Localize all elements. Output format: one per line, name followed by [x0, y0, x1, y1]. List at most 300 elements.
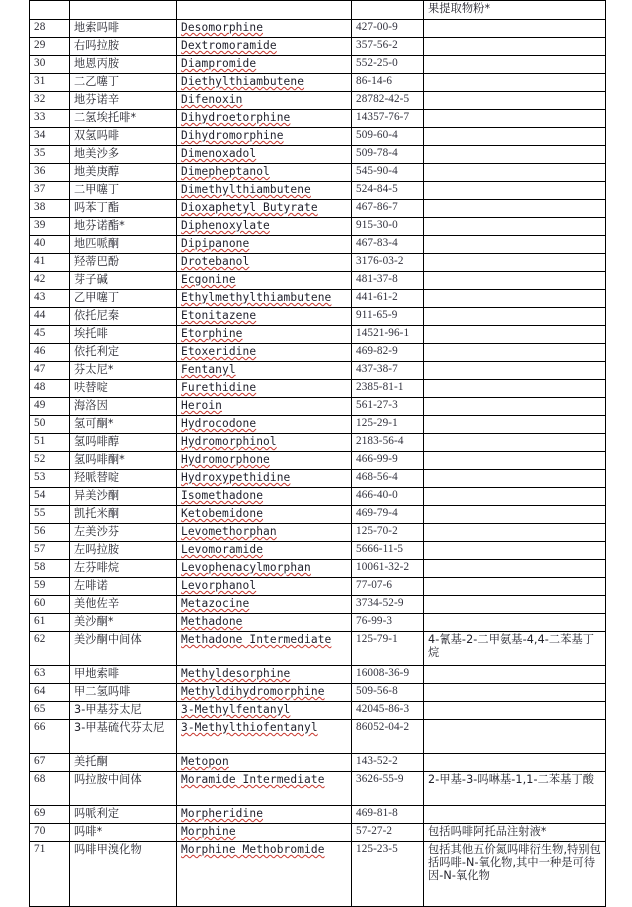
- spellcheck-underline: Metopon: [181, 755, 229, 768]
- cell-chinese-name: 美沙酮*: [70, 614, 177, 632]
- table-row: [30, 182, 606, 200]
- cell-remark: [424, 218, 606, 236]
- cell-english-name: [177, 308, 352, 326]
- cell-english-name: [177, 128, 352, 146]
- cell-english-name: [177, 806, 352, 824]
- cell-number: 59: [30, 578, 70, 596]
- cell-remark: [424, 614, 606, 632]
- cell-number: [30, 1, 70, 20]
- cell-number: 33: [30, 110, 70, 128]
- cell-cas-number: 125-79-1: [352, 632, 424, 666]
- spellcheck-underline: Methyldihydromorphine: [181, 685, 325, 698]
- spellcheck-underline: Methadone Intermediate: [181, 633, 332, 646]
- table-row: [30, 398, 606, 416]
- cell-cas-number: 3734-52-9: [352, 596, 424, 614]
- spellcheck-underline: Morphine: [181, 825, 236, 838]
- spellcheck-underline: Diampromide: [181, 57, 257, 70]
- narcotic-drugs-table: [29, 0, 606, 907]
- cell-remark: 2-甲基-3-吗啉基-1,1-二苯基丁酸: [424, 772, 606, 806]
- cell-remark: [424, 452, 606, 470]
- spellcheck-underline: Dextromoramide: [181, 39, 277, 52]
- table-row: [30, 632, 606, 666]
- cell-number: 30: [30, 56, 70, 74]
- cell-english-name: [177, 362, 352, 380]
- cell-cas-number: 57-27-2: [352, 824, 424, 842]
- table-row: [30, 380, 606, 398]
- cell-chinese-name: 氢吗啡醇: [70, 434, 177, 452]
- cell-cas-number: 3626-55-9: [352, 772, 424, 806]
- table-row: [30, 434, 606, 452]
- cell-number: 34: [30, 128, 70, 146]
- cell-cas-number: 467-86-7: [352, 200, 424, 218]
- table-row: [30, 254, 606, 272]
- table-row: [30, 666, 606, 684]
- cell-chinese-name: 地索吗啡: [70, 20, 177, 38]
- table-row: [30, 542, 606, 560]
- table-body: [30, 1, 606, 907]
- cell-english-name: [177, 398, 352, 416]
- spellcheck-underline: Hydromorphinol: [181, 435, 277, 448]
- cell-remark: [424, 110, 606, 128]
- cell-number: 42: [30, 272, 70, 290]
- table-row: [30, 164, 606, 182]
- cell-english-name: [177, 56, 352, 74]
- spellcheck-underline: Levophenacylmorphan: [181, 561, 311, 574]
- cell-chinese-name: 吗啡甲溴化物: [70, 842, 177, 907]
- cell-cas-number: 16008-36-9: [352, 666, 424, 684]
- cell-remark: [424, 506, 606, 524]
- cell-cas-number: 86052-04-2: [352, 720, 424, 754]
- cell-number: 57: [30, 542, 70, 560]
- cell-number: 54: [30, 488, 70, 506]
- table-row: [30, 326, 606, 344]
- cell-english-name: [177, 842, 352, 907]
- cell-cas-number: 467-83-4: [352, 236, 424, 254]
- cell-english-name: [177, 720, 352, 754]
- table-row: [30, 488, 606, 506]
- cell-english-name: [177, 272, 352, 290]
- table-row: [30, 578, 606, 596]
- cell-cas-number: 357-56-2: [352, 38, 424, 56]
- table-row: [30, 824, 606, 842]
- cell-chinese-name: 异美沙酮: [70, 488, 177, 506]
- table-row: [30, 806, 606, 824]
- cell-english-name: [177, 164, 352, 182]
- spellcheck-underline: Ketobemidone: [181, 507, 264, 520]
- cell-english-name: [177, 236, 352, 254]
- spellcheck-underline: Dimepheptanol: [181, 165, 270, 178]
- cell-number: 39: [30, 218, 70, 236]
- spellcheck-underline: Drotebanol: [181, 255, 250, 268]
- cell-remark: [424, 434, 606, 452]
- cell-number: 53: [30, 470, 70, 488]
- cell-english-name: [177, 110, 352, 128]
- cell-cas-number: 524-84-5: [352, 182, 424, 200]
- spellcheck-underline: Furethidine: [181, 381, 257, 394]
- table-row: [30, 452, 606, 470]
- cell-english-name: [177, 200, 352, 218]
- cell-chinese-name: 乙甲噻丁: [70, 290, 177, 308]
- cell-cas-number: 469-81-8: [352, 806, 424, 824]
- spellcheck-underline: Diphenoxylate: [181, 219, 270, 232]
- cell-remark: [424, 200, 606, 218]
- spellcheck-underline: Ecgonine: [181, 273, 236, 286]
- spellcheck-underline: Methyldesorphine: [181, 667, 291, 680]
- cell-chinese-name: 地芬诺辛: [70, 92, 177, 110]
- cell-english-name: [177, 344, 352, 362]
- cell-cas-number: 481-37-8: [352, 272, 424, 290]
- cell-number: 31: [30, 74, 70, 92]
- table-row: [30, 720, 606, 754]
- cell-remark: [424, 344, 606, 362]
- cell-english-name: [177, 182, 352, 200]
- cell-chinese-name: 地匹哌酮: [70, 236, 177, 254]
- cell-chinese-name: 芽子碱: [70, 272, 177, 290]
- table-row: [30, 596, 606, 614]
- table-row: [30, 308, 606, 326]
- table-row: [30, 290, 606, 308]
- cell-remark: [424, 720, 606, 754]
- cell-number: 69: [30, 806, 70, 824]
- cell-remark: [424, 74, 606, 92]
- cell-english-name: [177, 754, 352, 772]
- cell-number: 45: [30, 326, 70, 344]
- spellcheck-underline: Metazocine: [181, 597, 250, 610]
- cell-number: 60: [30, 596, 70, 614]
- cell-cas-number: 545-90-4: [352, 164, 424, 182]
- cell-cas-number: 28782-42-5: [352, 92, 424, 110]
- cell-cas-number: 427-00-9: [352, 20, 424, 38]
- cell-english-name: [177, 506, 352, 524]
- cell-chinese-name: 左啡诺: [70, 578, 177, 596]
- cell-number: 56: [30, 524, 70, 542]
- table-row: [30, 614, 606, 632]
- spellcheck-underline: 3-Methylfentanyl: [181, 703, 291, 716]
- cell-cas-number: 3176-03-2: [352, 254, 424, 272]
- cell-chinese-name: 海洛因: [70, 398, 177, 416]
- cell-english-name: [177, 666, 352, 684]
- table-row: [30, 146, 606, 164]
- cell-number: 58: [30, 560, 70, 578]
- cell-cas-number: 911-65-9: [352, 308, 424, 326]
- cell-remark: [424, 524, 606, 542]
- cell-remark: 包括吗啡阿托品注射液*: [424, 824, 606, 842]
- cell-chinese-name: 吗哌利定: [70, 806, 177, 824]
- cell-remark: [424, 326, 606, 344]
- cell-chinese-name: 凯托米酮: [70, 506, 177, 524]
- cell-cas-number: 561-27-3: [352, 398, 424, 416]
- cell-english-name: [177, 146, 352, 164]
- spellcheck-underline: Hydroxypethidine: [181, 471, 291, 484]
- cell-english-name: [177, 524, 352, 542]
- cell-number: 28: [30, 20, 70, 38]
- cell-english-name: [177, 560, 352, 578]
- cell-remark: [424, 596, 606, 614]
- spellcheck-underline: Heroin: [181, 399, 223, 412]
- cell-chinese-name: 右吗拉胺: [70, 38, 177, 56]
- cell-chinese-name: 左吗拉胺: [70, 542, 177, 560]
- table-row: [30, 842, 606, 907]
- cell-chinese-name: 美他佐辛: [70, 596, 177, 614]
- table-row: [30, 470, 606, 488]
- spellcheck-underline: Levomoramide: [181, 543, 264, 556]
- cell-cas-number: 14357-76-7: [352, 110, 424, 128]
- cell-english-name: [177, 254, 352, 272]
- cell-cas-number: 552-25-0: [352, 56, 424, 74]
- cell-english-name: [177, 74, 352, 92]
- table-row: [30, 560, 606, 578]
- cell-english-name: [177, 702, 352, 720]
- table-row: [30, 272, 606, 290]
- table-row: [30, 20, 606, 38]
- table-row: [30, 110, 606, 128]
- cell-chinese-name: 呋替啶: [70, 380, 177, 398]
- cell-remark: [424, 290, 606, 308]
- table-row: [30, 416, 606, 434]
- cell-english-name: [177, 92, 352, 110]
- table-row: [30, 236, 606, 254]
- cell-number: 43: [30, 290, 70, 308]
- cell-chinese-name: [70, 1, 177, 20]
- cell-chinese-name: 依托利定: [70, 344, 177, 362]
- cell-chinese-name: 地美庚醇: [70, 164, 177, 182]
- cell-number: 37: [30, 182, 70, 200]
- cell-number: 48: [30, 380, 70, 398]
- cell-chinese-name: 依托尼秦: [70, 308, 177, 326]
- cell-cas-number: 125-23-5: [352, 842, 424, 907]
- cell-chinese-name: 二氢埃托啡*: [70, 110, 177, 128]
- spellcheck-underline: Hydrocodone: [181, 417, 257, 430]
- cell-chinese-name: 羟哌替啶: [70, 470, 177, 488]
- spellcheck-underline: Dihydroetorphine: [181, 111, 291, 124]
- cell-chinese-name: 左美沙芬: [70, 524, 177, 542]
- cell-remark: [424, 398, 606, 416]
- table-row: [30, 506, 606, 524]
- cell-number: 55: [30, 506, 70, 524]
- cell-chinese-name: 地恩丙胺: [70, 56, 177, 74]
- table-row: [30, 200, 606, 218]
- cell-remark: [424, 754, 606, 772]
- cell-number: 51: [30, 434, 70, 452]
- cell-english-name: [177, 1, 352, 20]
- cell-chinese-name: 羟蒂巴酚: [70, 254, 177, 272]
- spellcheck-underline: Dihydromorphine: [181, 129, 284, 142]
- cell-remark: [424, 542, 606, 560]
- spellcheck-underline: Ethylmethylthiambutene: [181, 291, 332, 304]
- cell-cas-number: 509-60-4: [352, 128, 424, 146]
- cell-remark: [424, 272, 606, 290]
- cell-chinese-name: 吗啡*: [70, 824, 177, 842]
- cell-english-name: [177, 38, 352, 56]
- cell-cas-number: 5666-11-5: [352, 542, 424, 560]
- spellcheck-underline: Desomorphine: [181, 21, 264, 34]
- cell-chinese-name: 氢可酮*: [70, 416, 177, 434]
- spellcheck-underline: Hydromorphone: [181, 453, 270, 466]
- cell-chinese-name: 吗苯丁酯: [70, 200, 177, 218]
- spellcheck-underline: Etoxeridine: [181, 345, 257, 358]
- cell-chinese-name: 芬太尼*: [70, 362, 177, 380]
- cell-number: 63: [30, 666, 70, 684]
- spellcheck-underline: Dimenoxadol: [181, 147, 257, 160]
- cell-english-name: [177, 614, 352, 632]
- cell-number: 44: [30, 308, 70, 326]
- spellcheck-underline: Etorphine: [181, 327, 243, 340]
- cell-remark: [424, 254, 606, 272]
- cell-number: 62: [30, 632, 70, 666]
- cell-cas-number: 466-40-0: [352, 488, 424, 506]
- cell-number: 67: [30, 754, 70, 772]
- cell-cas-number: 509-56-8: [352, 684, 424, 702]
- cell-english-name: [177, 380, 352, 398]
- spellcheck-underline: Diethylthiambutene: [181, 75, 305, 88]
- cell-cas-number: 509-78-4: [352, 146, 424, 164]
- cell-english-name: [177, 218, 352, 236]
- cell-cas-number: 143-52-2: [352, 754, 424, 772]
- cell-remark: [424, 182, 606, 200]
- cell-chinese-name: 二甲噻丁: [70, 182, 177, 200]
- table-row: [30, 56, 606, 74]
- cell-cas-number: 10061-32-2: [352, 560, 424, 578]
- cell-number: 68: [30, 772, 70, 806]
- cell-remark: [424, 488, 606, 506]
- cell-chinese-name: 3-甲基芬太尼: [70, 702, 177, 720]
- spellcheck-underline: Dimethylthiambutene: [181, 183, 311, 196]
- cell-chinese-name: 吗拉胺中间体: [70, 772, 177, 806]
- spellcheck-underline: Morpheridine: [181, 807, 264, 820]
- cell-number: 29: [30, 38, 70, 56]
- cell-number: 66: [30, 720, 70, 754]
- spellcheck-underline: 3-Methylthiofentanyl: [181, 721, 318, 734]
- cell-english-name: [177, 824, 352, 842]
- cell-chinese-name: 氢吗啡酮*: [70, 452, 177, 470]
- cell-chinese-name: 地芬诺酯*: [70, 218, 177, 236]
- spellcheck-underline: Methadone: [181, 615, 243, 628]
- cell-cas-number: 76-99-3: [352, 614, 424, 632]
- cell-remark: [424, 702, 606, 720]
- cell-chinese-name: 地美沙多: [70, 146, 177, 164]
- cell-cas-number: 469-79-4: [352, 506, 424, 524]
- table-row: [30, 218, 606, 236]
- table-row-partial-top: [30, 1, 606, 20]
- cell-english-name: [177, 632, 352, 666]
- cell-remark: 包括其他五价氮吗啡衍生物,特别包括吗啡-N-氧化物,其中一种是可待因-N-氧化物: [424, 842, 606, 907]
- cell-remark: [424, 92, 606, 110]
- cell-number: 70: [30, 824, 70, 842]
- cell-cas-number: [352, 1, 424, 20]
- cell-number: 61: [30, 614, 70, 632]
- cell-number: 64: [30, 684, 70, 702]
- cell-cas-number: 2385-81-1: [352, 380, 424, 398]
- cell-cas-number: 2183-56-4: [352, 434, 424, 452]
- cell-english-name: [177, 470, 352, 488]
- cell-number: 35: [30, 146, 70, 164]
- cell-chinese-name: 甲地索啡: [70, 666, 177, 684]
- table-row: [30, 524, 606, 542]
- table-row: [30, 344, 606, 362]
- spellcheck-underline: Fentanyl: [181, 363, 236, 376]
- cell-number: 46: [30, 344, 70, 362]
- cell-number: 47: [30, 362, 70, 380]
- cell-english-name: [177, 326, 352, 344]
- cell-remark: [424, 20, 606, 38]
- cell-english-name: [177, 290, 352, 308]
- spellcheck-underline: Levorphanol: [181, 579, 257, 592]
- cell-remark: [424, 470, 606, 488]
- cell-remark: [424, 666, 606, 684]
- cell-number: 49: [30, 398, 70, 416]
- cell-remark: [424, 308, 606, 326]
- cell-cas-number: 437-38-7: [352, 362, 424, 380]
- cell-remark: [424, 236, 606, 254]
- cell-remark: [424, 806, 606, 824]
- cell-remark: 4-氰基-2-二甲氨基-4,4-二苯基丁烷: [424, 632, 606, 666]
- table-row: [30, 754, 606, 772]
- table-row: [30, 74, 606, 92]
- cell-english-name: [177, 452, 352, 470]
- cell-english-name: [177, 578, 352, 596]
- spellcheck-underline: Isomethadone: [181, 489, 264, 502]
- cell-remark: [424, 164, 606, 182]
- spellcheck-underline: Morphine Methobromide: [181, 843, 325, 856]
- cell-cas-number: 125-29-1: [352, 416, 424, 434]
- table-row: [30, 128, 606, 146]
- cell-remark: [424, 128, 606, 146]
- cell-number: 71: [30, 842, 70, 907]
- cell-remark: [424, 380, 606, 398]
- cell-number: 36: [30, 164, 70, 182]
- cell-chinese-name: 双氢吗啡: [70, 128, 177, 146]
- cell-english-name: [177, 596, 352, 614]
- cell-number: 50: [30, 416, 70, 434]
- cell-remark: [424, 56, 606, 74]
- drug-table-container: [29, 0, 605, 907]
- cell-remark: [424, 560, 606, 578]
- cell-english-name: [177, 542, 352, 560]
- spellcheck-underline: Difenoxin: [181, 93, 243, 106]
- cell-cas-number: 469-82-9: [352, 344, 424, 362]
- cell-cas-number: 466-99-9: [352, 452, 424, 470]
- cell-chinese-name: 美托酮: [70, 754, 177, 772]
- table-row: [30, 362, 606, 380]
- cell-remark: [424, 416, 606, 434]
- cell-number: 52: [30, 452, 70, 470]
- cell-english-name: [177, 20, 352, 38]
- cell-english-name: [177, 416, 352, 434]
- cell-cas-number: 468-56-4: [352, 470, 424, 488]
- cell-cas-number: 915-30-0: [352, 218, 424, 236]
- cell-remark: [424, 38, 606, 56]
- cell-cas-number: 441-61-2: [352, 290, 424, 308]
- cell-number: 38: [30, 200, 70, 218]
- cell-remark: 果提取物粉*: [424, 1, 606, 20]
- spellcheck-underline: Dioxaphetyl Butyrate: [181, 201, 318, 214]
- cell-number: 41: [30, 254, 70, 272]
- cell-chinese-name: 左芬啡烷: [70, 560, 177, 578]
- spellcheck-underline: Levomethorphan: [181, 525, 277, 538]
- cell-remark: [424, 578, 606, 596]
- cell-remark: [424, 146, 606, 164]
- cell-english-name: [177, 434, 352, 452]
- cell-remark: [424, 684, 606, 702]
- table-row: [30, 92, 606, 110]
- cell-cas-number: 42045-86-3: [352, 702, 424, 720]
- cell-chinese-name: 3-甲基硫代芬太尼: [70, 720, 177, 754]
- cell-chinese-name: 甲二氢吗啡: [70, 684, 177, 702]
- spellcheck-underline: Moramide Intermediate: [181, 773, 325, 786]
- cell-cas-number: 14521-96-1: [352, 326, 424, 344]
- cell-cas-number: 125-70-2: [352, 524, 424, 542]
- cell-number: 40: [30, 236, 70, 254]
